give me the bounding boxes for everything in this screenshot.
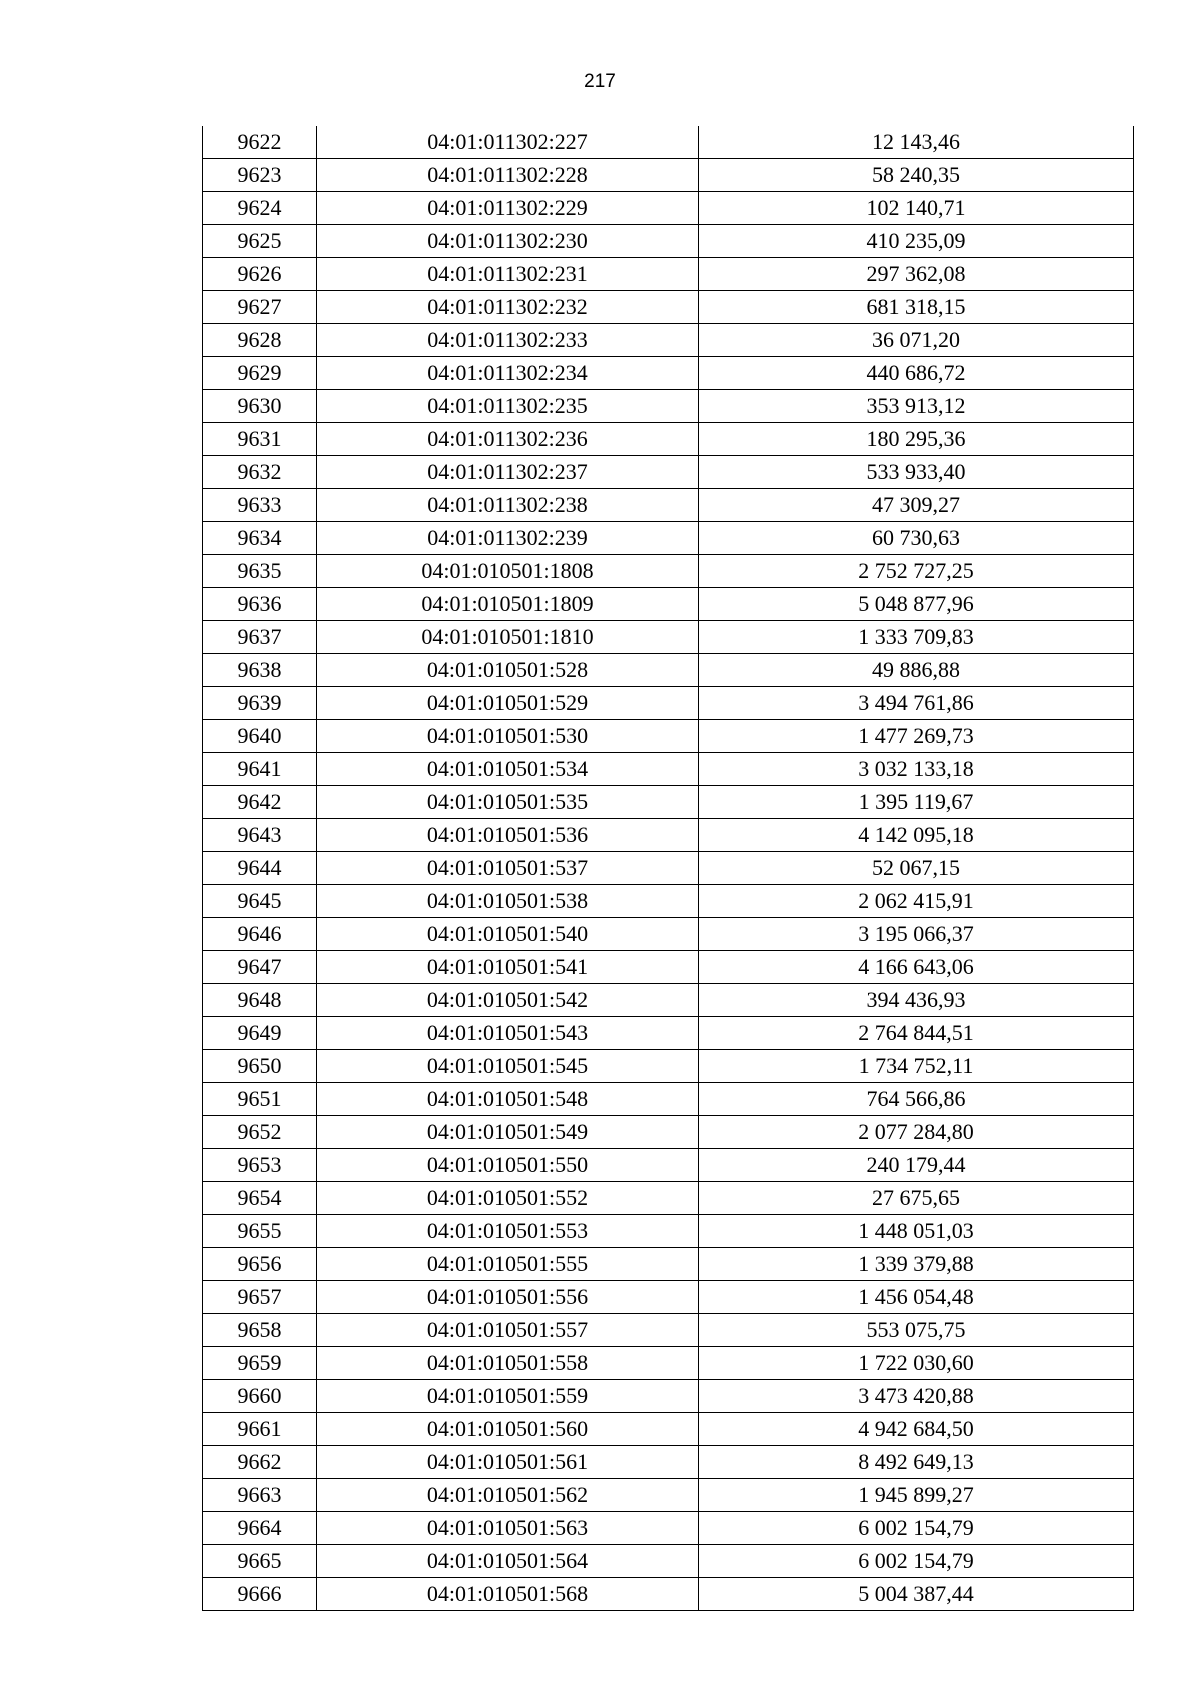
cadastral-value-cell: 297 362,08 xyxy=(699,258,1134,291)
cadastral-number-cell: 04:01:010501:541 xyxy=(317,951,699,984)
cadastral-value-cell: 4 166 643,06 xyxy=(699,951,1134,984)
table-row xyxy=(203,984,1134,1017)
cadastral-value-cell: 58 240,35 xyxy=(699,159,1134,192)
cadastral-number-cell: 04:01:010501:1810 xyxy=(317,621,699,654)
table-row xyxy=(203,1017,1134,1050)
table-row xyxy=(203,1479,1134,1512)
cadastral-number-cell: 04:01:010501:564 xyxy=(317,1545,699,1578)
cadastral-value-cell: 353 913,12 xyxy=(699,390,1134,423)
row-number-cell: 9660 xyxy=(203,1380,317,1413)
cadastral-number-cell: 04:01:011302:227 xyxy=(317,126,699,159)
row-number-cell: 9629 xyxy=(203,357,317,390)
row-number-cell: 9664 xyxy=(203,1512,317,1545)
table-row xyxy=(203,489,1134,522)
table-row xyxy=(203,423,1134,456)
row-number-cell: 9635 xyxy=(203,555,317,588)
cadastral-value-cell: 27 675,65 xyxy=(699,1182,1134,1215)
table-row xyxy=(203,456,1134,489)
table-row xyxy=(203,1380,1134,1413)
row-number-cell: 9631 xyxy=(203,423,317,456)
row-number-cell: 9651 xyxy=(203,1083,317,1116)
row-number-cell: 9662 xyxy=(203,1446,317,1479)
row-number-cell: 9627 xyxy=(203,291,317,324)
cadastral-number-cell: 04:01:010501:556 xyxy=(317,1281,699,1314)
table-row xyxy=(203,357,1134,390)
cadastral-number-cell: 04:01:011302:231 xyxy=(317,258,699,291)
cadastral-value-cell: 2 077 284,80 xyxy=(699,1116,1134,1149)
cadastral-number-cell: 04:01:010501:1808 xyxy=(317,555,699,588)
cadastral-value-cell: 240 179,44 xyxy=(699,1149,1134,1182)
table-row xyxy=(203,1446,1134,1479)
table-row xyxy=(203,1248,1134,1281)
cadastral-value-cell: 5 048 877,96 xyxy=(699,588,1134,621)
table-row xyxy=(203,687,1134,720)
row-number-cell: 9646 xyxy=(203,918,317,951)
table-row xyxy=(203,1050,1134,1083)
cadastral-value-cell: 6 002 154,79 xyxy=(699,1545,1134,1578)
cadastral-number-cell: 04:01:011302:235 xyxy=(317,390,699,423)
cadastral-number-cell: 04:01:010501:542 xyxy=(317,984,699,1017)
row-number-cell: 9652 xyxy=(203,1116,317,1149)
cadastral-number-cell: 04:01:010501:555 xyxy=(317,1248,699,1281)
table-row xyxy=(203,159,1134,192)
row-number-cell: 9658 xyxy=(203,1314,317,1347)
table-row xyxy=(203,1281,1134,1314)
cadastral-number-cell: 04:01:010501:563 xyxy=(317,1512,699,1545)
table-row xyxy=(203,786,1134,819)
cadastral-value-cell: 60 730,63 xyxy=(699,522,1134,555)
cadastral-number-cell: 04:01:010501:540 xyxy=(317,918,699,951)
cadastral-number-cell: 04:01:011302:237 xyxy=(317,456,699,489)
cadastral-value-cell: 12 143,46 xyxy=(699,126,1134,159)
table-row xyxy=(203,852,1134,885)
cadastral-number-cell: 04:01:011302:239 xyxy=(317,522,699,555)
row-number-cell: 9654 xyxy=(203,1182,317,1215)
page-number: 217 xyxy=(584,71,616,92)
row-number-cell: 9657 xyxy=(203,1281,317,1314)
cadastral-value-cell: 102 140,71 xyxy=(699,192,1134,225)
cadastral-number-cell: 04:01:010501:561 xyxy=(317,1446,699,1479)
table-row xyxy=(203,819,1134,852)
cadastral-value-cell: 4 142 095,18 xyxy=(699,819,1134,852)
table-row xyxy=(203,1545,1134,1578)
cadastral-value-table-container xyxy=(202,126,1133,1611)
cadastral-value-cell: 440 686,72 xyxy=(699,357,1134,390)
cadastral-value-cell: 1 339 379,88 xyxy=(699,1248,1134,1281)
cadastral-value-cell: 553 075,75 xyxy=(699,1314,1134,1347)
cadastral-value-cell: 533 933,40 xyxy=(699,456,1134,489)
row-number-cell: 9634 xyxy=(203,522,317,555)
table-row xyxy=(203,324,1134,357)
cadastral-number-cell: 04:01:010501:530 xyxy=(317,720,699,753)
cadastral-value-cell: 1 448 051,03 xyxy=(699,1215,1134,1248)
row-number-cell: 9653 xyxy=(203,1149,317,1182)
cadastral-number-cell: 04:01:010501:536 xyxy=(317,819,699,852)
cadastral-value-cell: 3 032 133,18 xyxy=(699,753,1134,786)
row-number-cell: 9665 xyxy=(203,1545,317,1578)
cadastral-value-cell: 6 002 154,79 xyxy=(699,1512,1134,1545)
cadastral-value-cell: 1 395 119,67 xyxy=(699,786,1134,819)
row-number-cell: 9637 xyxy=(203,621,317,654)
row-number-cell: 9632 xyxy=(203,456,317,489)
row-number-cell: 9650 xyxy=(203,1050,317,1083)
cadastral-number-cell: 04:01:010501:529 xyxy=(317,687,699,720)
row-number-cell: 9633 xyxy=(203,489,317,522)
cadastral-number-cell: 04:01:010501:548 xyxy=(317,1083,699,1116)
cadastral-number-cell: 04:01:011302:229 xyxy=(317,192,699,225)
table-row xyxy=(203,390,1134,423)
cadastral-number-cell: 04:01:010501:550 xyxy=(317,1149,699,1182)
cadastral-value-cell: 1 734 752,11 xyxy=(699,1050,1134,1083)
row-number-cell: 9626 xyxy=(203,258,317,291)
cadastral-value-cell: 764 566,86 xyxy=(699,1083,1134,1116)
cadastral-number-cell: 04:01:010501:552 xyxy=(317,1182,699,1215)
table-row xyxy=(203,555,1134,588)
cadastral-value-cell: 4 942 684,50 xyxy=(699,1413,1134,1446)
cadastral-value-cell: 1 722 030,60 xyxy=(699,1347,1134,1380)
cadastral-value-cell: 5 004 387,44 xyxy=(699,1578,1134,1611)
cadastral-value-cell: 1 945 899,27 xyxy=(699,1479,1134,1512)
row-number-cell: 9648 xyxy=(203,984,317,1017)
row-number-cell: 9622 xyxy=(203,126,317,159)
cadastral-number-cell: 04:01:011302:228 xyxy=(317,159,699,192)
cadastral-value-cell: 681 318,15 xyxy=(699,291,1134,324)
row-number-cell: 9623 xyxy=(203,159,317,192)
cadastral-number-cell: 04:01:010501:535 xyxy=(317,786,699,819)
cadastral-value-cell: 2 062 415,91 xyxy=(699,885,1134,918)
cadastral-number-cell: 04:01:010501:553 xyxy=(317,1215,699,1248)
row-number-cell: 9624 xyxy=(203,192,317,225)
row-number-cell: 9641 xyxy=(203,753,317,786)
row-number-cell: 9649 xyxy=(203,1017,317,1050)
table-row xyxy=(203,654,1134,687)
row-number-cell: 9645 xyxy=(203,885,317,918)
table-row xyxy=(203,951,1134,984)
row-number-cell: 9666 xyxy=(203,1578,317,1611)
row-number-cell: 9642 xyxy=(203,786,317,819)
cadastral-number-cell: 04:01:010501:1809 xyxy=(317,588,699,621)
row-number-cell: 9628 xyxy=(203,324,317,357)
cadastral-value-cell: 2 764 844,51 xyxy=(699,1017,1134,1050)
row-number-cell: 9659 xyxy=(203,1347,317,1380)
row-number-cell: 9644 xyxy=(203,852,317,885)
cadastral-number-cell: 04:01:010501:562 xyxy=(317,1479,699,1512)
cadastral-value-cell: 52 067,15 xyxy=(699,852,1134,885)
table-row xyxy=(203,621,1134,654)
table-row xyxy=(203,126,1134,159)
cadastral-value-cell: 36 071,20 xyxy=(699,324,1134,357)
cadastral-number-cell: 04:01:010501:528 xyxy=(317,654,699,687)
row-number-cell: 9640 xyxy=(203,720,317,753)
table-row xyxy=(203,1314,1134,1347)
table-row xyxy=(203,1149,1134,1182)
row-number-cell: 9661 xyxy=(203,1413,317,1446)
cadastral-value-cell: 47 309,27 xyxy=(699,489,1134,522)
cadastral-number-cell: 04:01:010501:549 xyxy=(317,1116,699,1149)
cadastral-number-cell: 04:01:011302:232 xyxy=(317,291,699,324)
table-row xyxy=(203,753,1134,786)
table-row xyxy=(203,1182,1134,1215)
cadastral-number-cell: 04:01:010501:557 xyxy=(317,1314,699,1347)
table-body xyxy=(203,126,1134,1611)
cadastral-number-cell: 04:01:010501:560 xyxy=(317,1413,699,1446)
cadastral-number-cell: 04:01:011302:236 xyxy=(317,423,699,456)
table-row xyxy=(203,1215,1134,1248)
table-row xyxy=(203,225,1134,258)
cadastral-number-cell: 04:01:011302:233 xyxy=(317,324,699,357)
cadastral-value-cell: 49 886,88 xyxy=(699,654,1134,687)
table-row xyxy=(203,1347,1134,1380)
row-number-cell: 9630 xyxy=(203,390,317,423)
table-row xyxy=(203,720,1134,753)
cadastral-value-cell: 3 494 761,86 xyxy=(699,687,1134,720)
table-row xyxy=(203,258,1134,291)
row-number-cell: 9655 xyxy=(203,1215,317,1248)
row-number-cell: 9643 xyxy=(203,819,317,852)
row-number-cell: 9638 xyxy=(203,654,317,687)
row-number-cell: 9663 xyxy=(203,1479,317,1512)
cadastral-number-cell: 04:01:010501:534 xyxy=(317,753,699,786)
cadastral-value-cell: 3 473 420,88 xyxy=(699,1380,1134,1413)
cadastral-value-table xyxy=(202,126,1134,1611)
table-row xyxy=(203,1083,1134,1116)
table-row xyxy=(203,588,1134,621)
table-row xyxy=(203,1413,1134,1446)
cadastral-value-cell: 1 456 054,48 xyxy=(699,1281,1134,1314)
table-row xyxy=(203,192,1134,225)
row-number-cell: 9639 xyxy=(203,687,317,720)
table-row xyxy=(203,291,1134,324)
cadastral-value-cell: 180 295,36 xyxy=(699,423,1134,456)
row-number-cell: 9625 xyxy=(203,225,317,258)
row-number-cell: 9636 xyxy=(203,588,317,621)
row-number-cell: 9647 xyxy=(203,951,317,984)
cadastral-value-cell: 394 436,93 xyxy=(699,984,1134,1017)
cadastral-number-cell: 04:01:010501:545 xyxy=(317,1050,699,1083)
cadastral-number-cell: 04:01:010501:558 xyxy=(317,1347,699,1380)
row-number-cell: 9656 xyxy=(203,1248,317,1281)
table-row xyxy=(203,885,1134,918)
cadastral-number-cell: 04:01:011302:234 xyxy=(317,357,699,390)
cadastral-value-cell: 1 333 709,83 xyxy=(699,621,1134,654)
cadastral-number-cell: 04:01:010501:538 xyxy=(317,885,699,918)
cadastral-number-cell: 04:01:010501:543 xyxy=(317,1017,699,1050)
cadastral-value-cell: 410 235,09 xyxy=(699,225,1134,258)
cadastral-value-cell: 1 477 269,73 xyxy=(699,720,1134,753)
table-row xyxy=(203,1512,1134,1545)
table-row xyxy=(203,1578,1134,1611)
cadastral-value-cell: 3 195 066,37 xyxy=(699,918,1134,951)
table-row xyxy=(203,522,1134,555)
cadastral-value-cell: 2 752 727,25 xyxy=(699,555,1134,588)
cadastral-value-cell: 8 492 649,13 xyxy=(699,1446,1134,1479)
cadastral-number-cell: 04:01:011302:230 xyxy=(317,225,699,258)
cadastral-number-cell: 04:01:010501:537 xyxy=(317,852,699,885)
cadastral-number-cell: 04:01:010501:559 xyxy=(317,1380,699,1413)
table-row xyxy=(203,918,1134,951)
cadastral-number-cell: 04:01:010501:568 xyxy=(317,1578,699,1611)
cadastral-number-cell: 04:01:011302:238 xyxy=(317,489,699,522)
table-row xyxy=(203,1116,1134,1149)
